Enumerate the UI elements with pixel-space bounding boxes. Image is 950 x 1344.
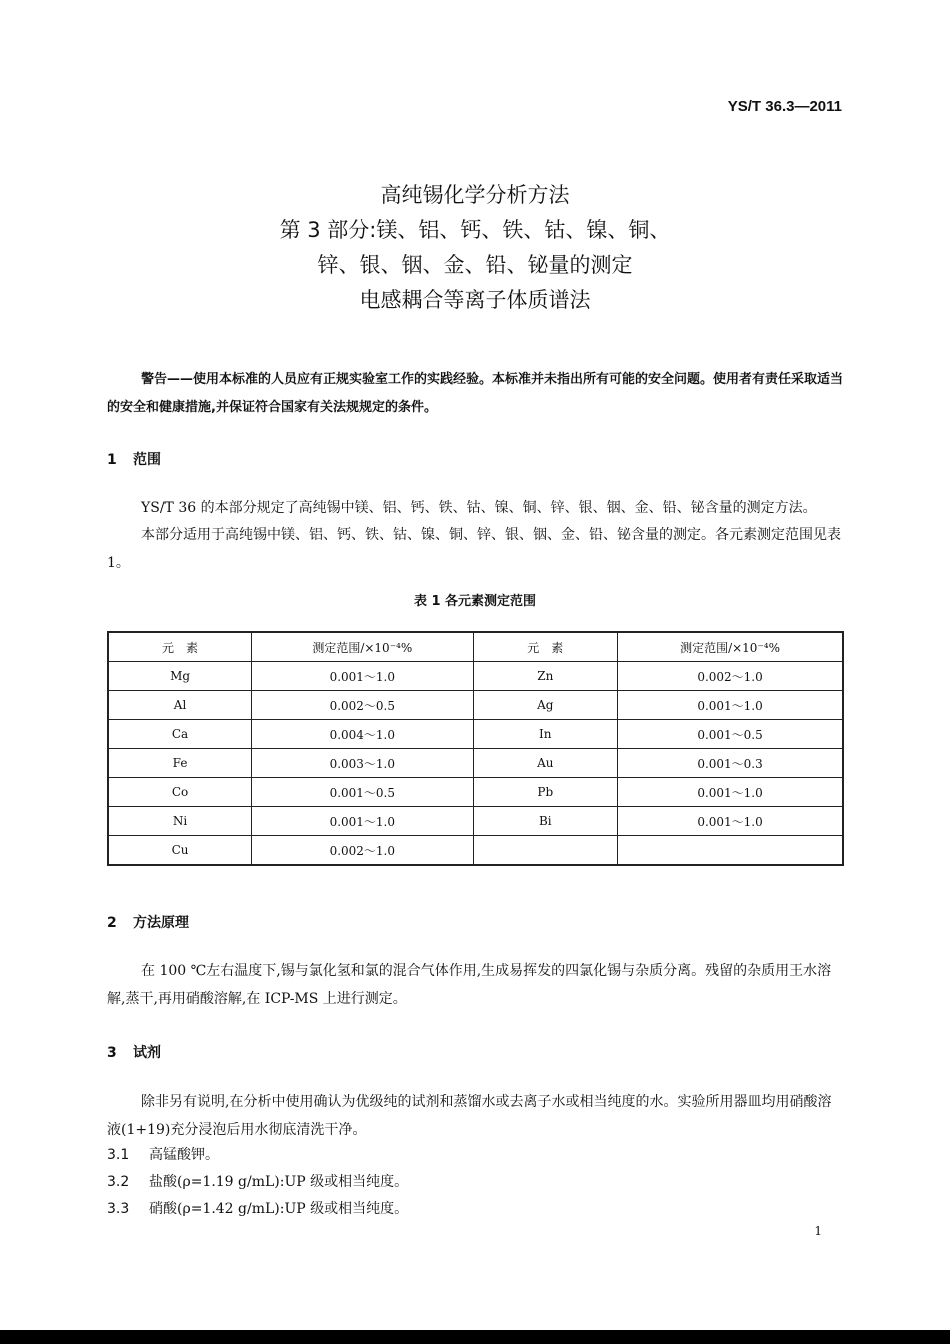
section-title: 方法原理 [133,915,189,931]
section-title: 试剂 [133,1045,161,1061]
standard-code: YS/T 36.3—2011 [727,98,842,115]
safety-warning: 警告——使用本标准的人员应有正规实验室工作的实践经验。本标准并未指出所有可能的安全问题。使用者有责任采取适当的安全和健康措施,并保证符合国家有关法规规定的条件。 [107,372,844,415]
table-row [108,720,843,749]
reagent-item [107,1198,408,1218]
table-cell: 0.002～0.5 [252,691,473,720]
section-1-paragraph: YS/T 36 的本部分规定了高纯锡中镁、铝、钙、铁、钴、镍、铜、锌、银、铟、金、铅、铋含量的测定方法。 [141,500,817,516]
table-cell: 0.001～1.0 [618,778,843,807]
table-header-row [108,632,843,662]
element-range-table [107,631,844,866]
title-line: 电感耦合等离子体质谱法 [359,288,591,312]
table-cell: Zn [473,662,618,691]
page-number: 1 [814,1224,822,1238]
reagent-item [107,1144,219,1164]
section-title: 范围 [133,452,161,468]
table-caption: 表 1 各元素测定范围 [413,594,537,609]
reagent-item [107,1171,408,1191]
section-number: 1 [107,452,117,468]
table-row [108,662,843,691]
table-cell: Au [473,749,618,778]
table-cell: Pb [473,778,618,807]
document-title [0,178,950,318]
table-row [108,691,843,720]
section-3-paragraph: 除非另有说明,在分析中使用确认为优级纯的试剂和蒸馏水或去离子水或相当纯度的水。实验所用器皿均用硝酸溶液(1+19)充分浸泡后用水彻底清洗干净。 [107,1094,832,1138]
bottom-edge-bar [0,1330,950,1344]
item-text: 盐酸(ρ=1.19 g/mL):UP 级或相当纯度。 [149,1174,409,1190]
table-row [108,749,843,778]
table-cell: 0.002～1.0 [252,836,473,866]
item-text: 硝酸(ρ=1.42 g/mL):UP 级或相当纯度。 [149,1201,409,1217]
table-cell: 0.001～0.3 [618,749,843,778]
table-cell: Ni [108,807,252,836]
title-line: 高纯锡化学分析方法 [380,183,570,207]
section-1-heading [107,449,161,469]
section-number: 2 [107,915,117,931]
table-cell: 0.001～0.5 [252,778,473,807]
table-cell: Fe [108,749,252,778]
table-cell: 0.001～1.0 [252,807,473,836]
column-header: 元 素 [473,632,618,662]
table-cell: 0.002～1.0 [618,662,843,691]
table-row [108,836,843,866]
table-row [108,778,843,807]
column-header: 元 素 [108,632,252,662]
table-cell: 0.001～1.0 [618,691,843,720]
column-header: 测定范围/×10⁻⁴% [618,632,843,662]
table-cell: 0.001～0.5 [618,720,843,749]
table-cell: Bi [473,807,618,836]
table-cell: Al [108,691,252,720]
table-cell: Ag [473,691,618,720]
item-text: 高锰酸钾。 [149,1147,219,1163]
table-cell [473,836,618,866]
table-cell: In [473,720,618,749]
table-cell: 0.004～1.0 [252,720,473,749]
table-cell: Ca [108,720,252,749]
table-cell: Cu [108,836,252,866]
column-header: 测定范围/×10⁻⁴% [252,632,473,662]
table-cell: 0.003～1.0 [252,749,473,778]
table-cell: Mg [108,662,252,691]
item-number: 3.3 [107,1201,130,1217]
title-line: 锌、银、铟、金、铅、铋量的测定 [317,253,633,277]
section-2-heading [107,912,189,932]
section-2-paragraph: 在 100 ℃左右温度下,锡与氯化氢和氯的混合气体作用,生成易挥发的四氯化锡与杂质分离。残留的杂质用王水溶解,蒸干,再用硝酸溶解,在 ICP-MS 上进行测定。 [107,963,832,1007]
section-3-heading [107,1042,161,1062]
item-number: 3.1 [107,1147,130,1163]
table-cell: 0.001～1.0 [252,662,473,691]
item-number: 3.2 [107,1174,130,1190]
table-row [108,807,843,836]
section-1-paragraph: 本部分适用于高纯锡中镁、铝、钙、铁、钴、镍、铜、锌、银、铟、金、铅、铋含量的测定。各元素测定范围见表 1。 [107,527,841,571]
table-cell: Co [108,778,252,807]
section-number: 3 [107,1045,117,1061]
table-cell [618,836,843,866]
title-line: 第 3 部分:镁、铝、钙、铁、钴、镍、铜、 [279,218,671,242]
table-cell: 0.001～1.0 [618,807,843,836]
